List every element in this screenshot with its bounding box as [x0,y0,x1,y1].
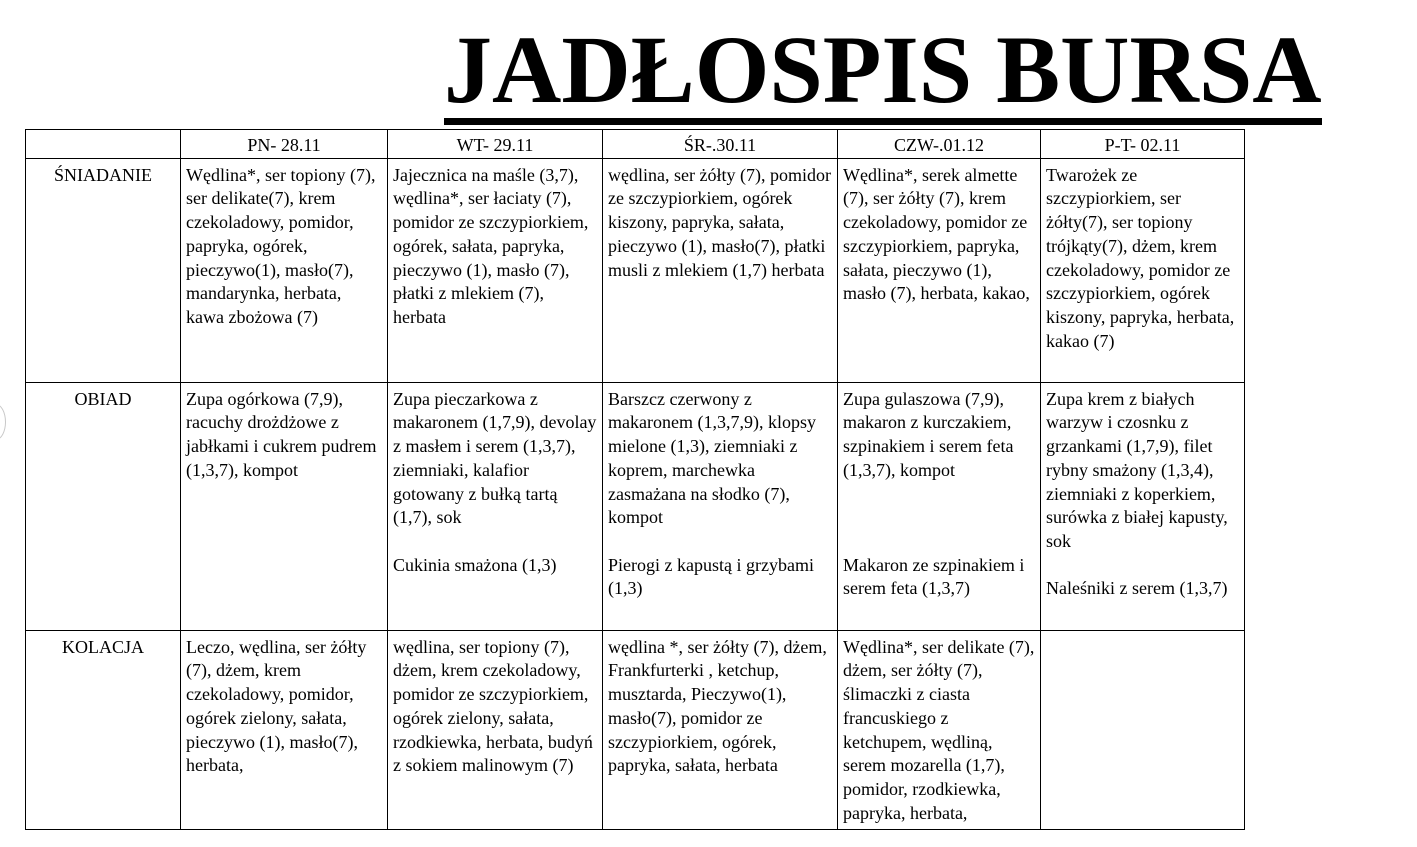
dish-text: Wędlina*, ser topiony (7), ser delikate(7), krem czekoladowy, pomidor, papryka, ogórek, pieczywo(1), masło(7), mandarynka, herbata, kawa zbożowa (7) [186,164,376,327]
menu-cell [838,630,1041,829]
meal-row-dinner [26,630,1245,829]
alternative-dish: Naleśniki z serem (1,3,7) [1046,578,1228,599]
dish-text: wędlina *, ser żółty (7), dżem, Frankfurterki , ketchup, musztarda, Pieczywo(1), masło(7), pomidor ze szczypiorkiem, ogórek, papryka, sałata, herbata [608,636,827,776]
header-row [26,130,1245,159]
menu-cell [1041,382,1245,630]
day-header: ŚR-.30.11 [603,130,838,159]
meal-label: ŚNIADANIE [26,158,181,382]
menu-cell [181,382,388,630]
dish-text: Wędlina*, serek almette (7), ser żółty (7), krem czekoladowy, pomidor ze szczypiorkiem, papryka, sałata, pieczywo (1), masło (7), herbata, kakao, [843,164,1030,304]
menu-cell [603,382,838,630]
dish-text: Barszcz czerwony z makaronem (1,3,7,9), klopsy mielone (1,3), ziemniaki z koprem, marchewka zasmażana na słodko (7), kompot [608,388,816,528]
dish-text: Leczo, wędlina, ser żółty (7), dżem, krem czekoladowy, pomidor, ogórek zielony, sałata, pieczywo (1), masło(7), herbata, [186,636,367,776]
menu-cell [388,382,603,630]
edge-scroll-indicator [0,404,6,440]
dish-text: Twarożek ze szczypiorkiem, ser żółty(7), ser topiony trójkąty(7), dżem, krem czekoladowy, pomidor ze szczypiorkiem, ogórek kiszony, papryka, herbata, kakao (7) [1046,164,1235,351]
page-title: JADŁOSPIS BURSA [444,16,1322,123]
day-header: CZW-.01.12 [838,130,1041,159]
menu-table [25,129,1245,830]
dish-text: wędlina, ser topiony (7), dżem, krem czekoladowy, pomidor ze szczypiorkiem, ogórek zielony, sałata, rzodkiewka, herbata, budyń z sokiem malinowym (7) [393,636,593,776]
dish-text: wędlina, ser żółty (7), pomidor ze szczypiorkiem, ogórek kiszony, papryka, sałata, pieczywo (1), masło(7), płatki musli z mlekiem (1,7) herbata [608,164,831,280]
dish-text: Wędlina*, ser delikate (7), dżem, ser żółty (7), ślimaczki z ciasta francuskiego z ketchupem, wędliną, serem mozarella (1,7), pomidor, rzodkiewka, papryka, herbata, [843,636,1035,823]
meal-label: OBIAD [26,382,181,630]
day-header: PN- 28.11 [181,130,388,159]
meal-row-lunch [26,382,1245,630]
menu-cell [181,158,388,382]
meal-label: KOLACJA [26,630,181,829]
day-header: P-T- 02.11 [1041,130,1245,159]
alternative-dish: Pierogi z kapustą i grzybami (1,3) [608,554,814,599]
alternative-dish: Cukinia smażona (1,3) [393,554,557,575]
dish-text: Jajecznica na maśle (3,7), wędlina*, ser łaciaty (7), pomidor ze szczypiorkiem, ogórek, sałata, papryka, pieczywo (1), masło (7), płatki z mlekiem (7), herbata [393,164,589,327]
corner-cell [26,130,181,159]
menu-cell [181,630,388,829]
dish-text: Zupa pieczarkowa z makaronem (1,7,9), devolay z masłem i serem (1,3,7), ziemniaki, kalafior gotowany z bułką tartą (1,7), sok [393,388,597,528]
meal-row-breakfast [26,158,1245,382]
alternative-dish: Makaron ze szpinakiem i serem feta (1,3,7) [843,554,1025,599]
dish-text: Zupa krem z białych warzyw i czosnku z grzankami (1,7,9), filet rybny smażony (1,3,4), ziemniaki z koperkiem, surówka z białej kapusty, sok [1046,388,1228,551]
dish-text: Zupa ogórkowa (7,9), racuchy drożdżowe z jabłkami i cukrem pudrem (1,3,7), kompot [186,388,377,480]
menu-cell [603,630,838,829]
menu-cell [1041,630,1245,829]
menu-cell [838,158,1041,382]
day-header: WT- 29.11 [388,130,603,159]
menu-cell [603,158,838,382]
dish-text: Zupa gulaszowa (7,9), makaron z kurczakiem, szpinakiem i serem feta (1,3,7), kompot [843,388,1014,480]
menu-cell [388,630,603,829]
menu-cell [388,158,603,382]
menu-cell [838,382,1041,630]
menu-cell [1041,158,1245,382]
